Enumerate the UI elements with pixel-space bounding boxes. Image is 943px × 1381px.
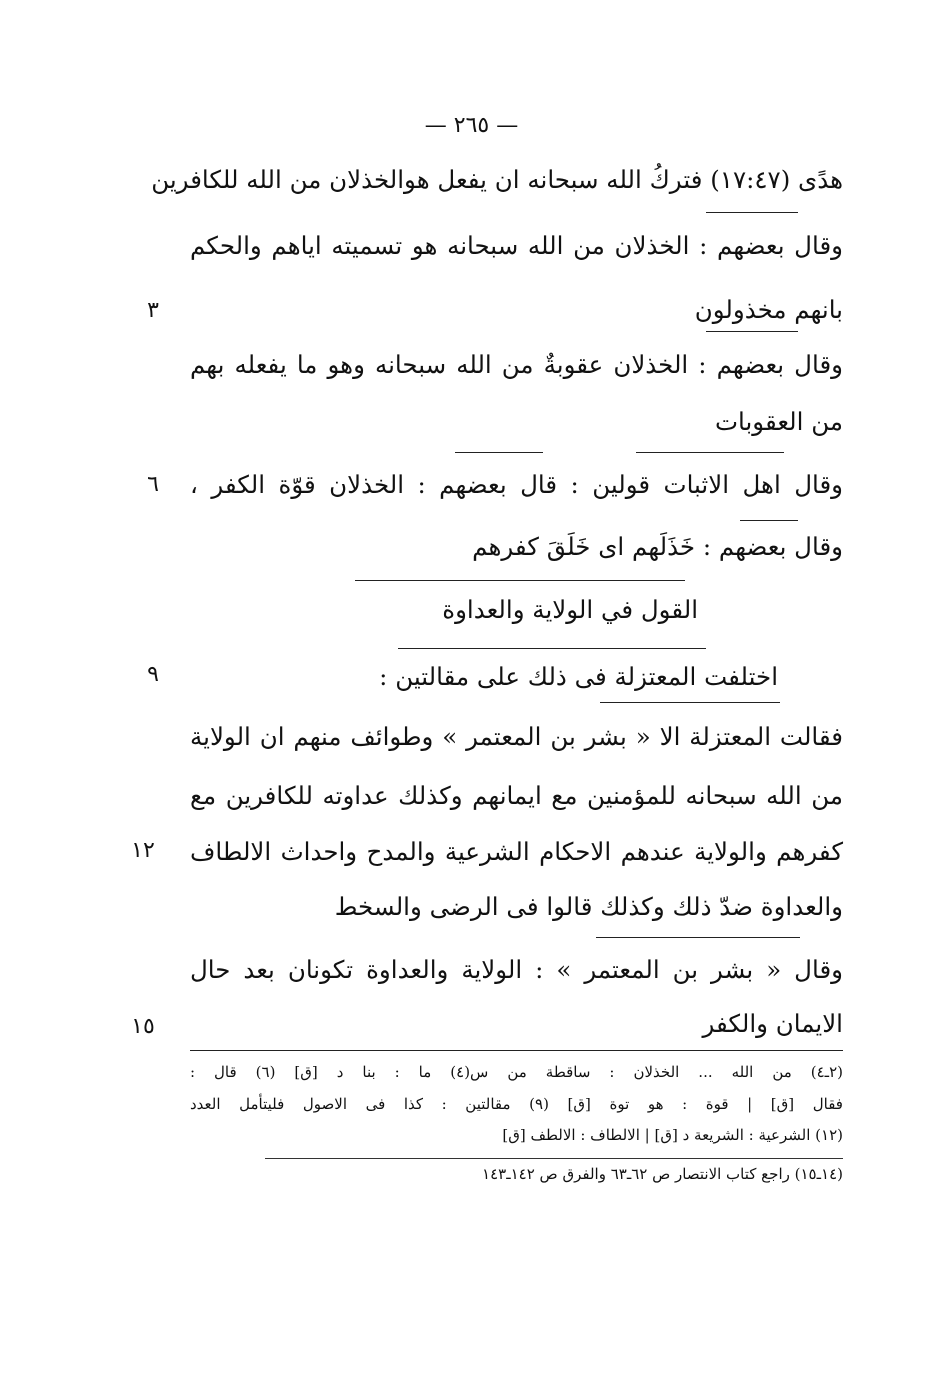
text-line: الايمان والكفر (702, 1009, 843, 1038)
text-line: اختلفت المعتزلة فى ذلك على مقالتين : (379, 662, 778, 691)
separator-rule (398, 648, 706, 649)
footnote-divider (265, 1158, 843, 1159)
text-line: وقال « بشر بن المعتمر » : الولاية والعداوة تكونان بعد حال (190, 955, 843, 984)
separator-rule (596, 937, 800, 938)
text-line: من الله سبحانه للمؤمنين مع ايمانهم وكذلك عداوته للكافرين مع (190, 781, 843, 810)
page-number: — ٢٦٥ — (424, 113, 519, 138)
text-line: وقال بعضهم : الخذلان من الله سبحانه هو تسميته اياهم والحكم (190, 231, 843, 260)
footnote-line: (٢ـ٤) من الله ... الخذلان : ساقطة من س(٤) ما : بنا د [ق] (٦) قال : (190, 1063, 843, 1081)
footnote-line: (١٢) الشرعية : الشريعة د [ق] | الالطاف : الالطف [ق] (502, 1126, 843, 1144)
margin-line-number: ٦ (147, 472, 159, 497)
text-line: فقالت المعتزلة الا « بشر بن المعتمر » وطوائف منهم ان الولاية (190, 722, 843, 751)
text-line: وقال اهل الاثبات قولين : قال بعضهم : الخذلان قوّة الكفر ، (190, 470, 843, 499)
separator-rule (600, 702, 780, 703)
separator-rule (355, 580, 685, 581)
text-line: والعداوة ضدّ ذلك وكذلك قالوا فى الرضى والسخط (334, 892, 843, 921)
separator-rule (455, 452, 543, 453)
text-line: وقال بعضهم : خَذَلَهم اى خَلَقَ كفرهم (472, 532, 843, 561)
margin-line-number: ٩ (147, 662, 159, 687)
margin-line-number: ١٥ (131, 1014, 155, 1039)
text-line: وقال بعضهم : الخذلان عقوبةٌ من الله سبحانه وهو ما يفعله بهم (190, 350, 843, 379)
text-line: من العقوبات (714, 407, 843, 436)
separator-rule (636, 452, 784, 453)
footnote-line: (١٤ـ١٥) راجع كتاب الانتصار ص ٦٢ـ٦٣ والفرق ص ١٤٢ـ١٤٣ (482, 1165, 843, 1183)
separator-rule (740, 520, 798, 521)
footnote-line: فقال [ق] | قوة : هو توة [ق] (٩) مقالتين : كذا فى الاصول فليتأمل العدد (190, 1095, 843, 1113)
margin-line-number: ١٢ (131, 838, 155, 863)
separator-rule (706, 331, 798, 332)
separator-rule (706, 212, 798, 213)
footnotes (190, 1050, 843, 1183)
section-heading: القول في الولاية والعداوة (442, 595, 698, 624)
text-line: بانهم مخذولون (694, 295, 843, 324)
text-line: كفرهم والولاية عندهم الاحكام الشرعية والمدح واحداث الالطاف (190, 837, 843, 866)
text-line: هدًى (١٧:٤٧) فتركُ الله سبحانه ان يفعل هوالخذلان من الله للكافرين (151, 165, 843, 194)
margin-line-number: ٣ (147, 298, 159, 323)
